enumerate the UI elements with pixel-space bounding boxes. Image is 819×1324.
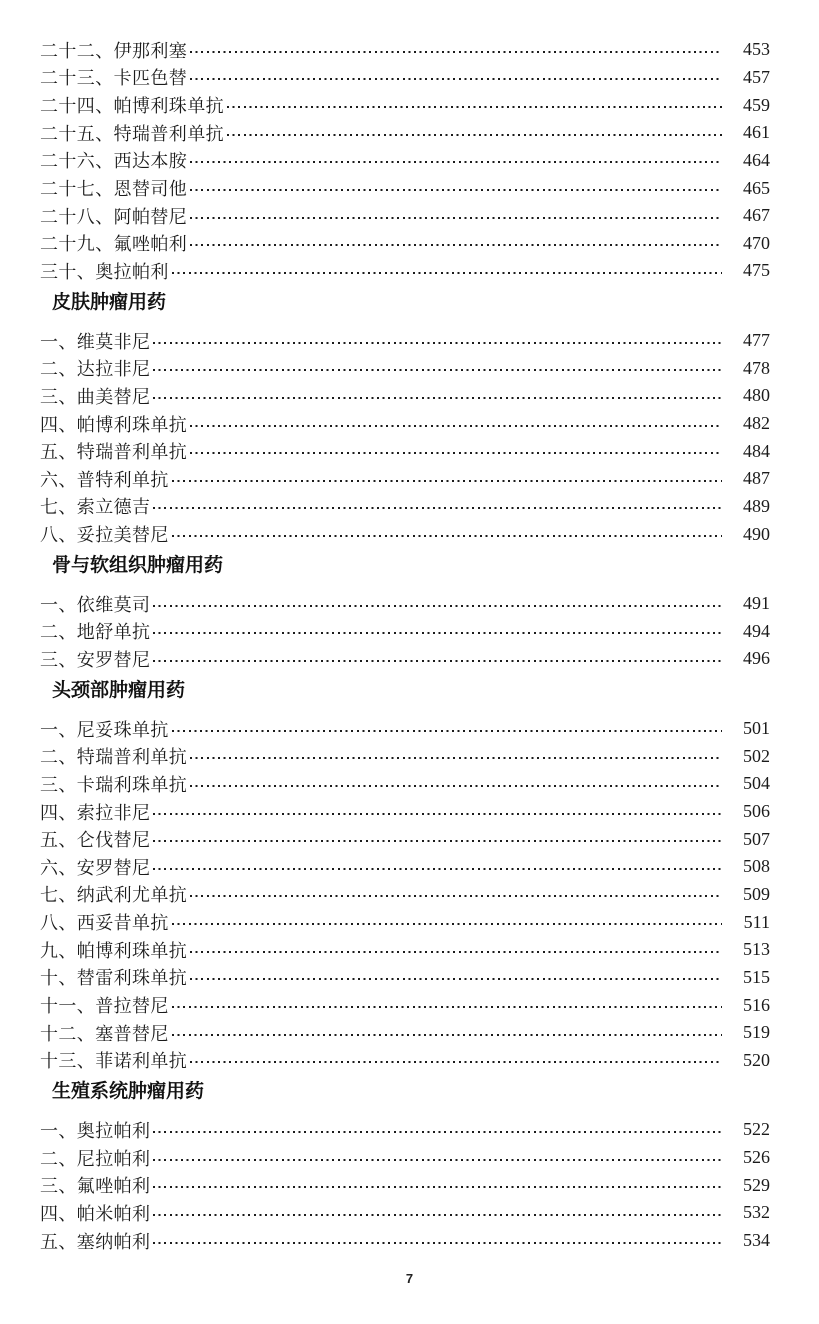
toc-entry-title: 四、索拉非尼	[40, 802, 151, 823]
toc-entry-page-number: 506	[743, 801, 770, 822]
dot-leader	[153, 1186, 722, 1188]
toc-entry-row	[40, 64, 770, 92]
toc-entry-title: 四、帕博利珠单抗	[40, 414, 188, 435]
dot-leader	[153, 660, 722, 662]
dot-leader	[227, 106, 722, 108]
toc-entry-title: 二、达拉非尼	[40, 359, 151, 380]
toc-entry-title: 二十九、氟唑帕利	[40, 234, 188, 255]
dot-leader	[190, 244, 722, 246]
dot-leader	[172, 1034, 722, 1036]
toc-entry-title: 十二、塞普替尼	[40, 1023, 169, 1044]
toc-entry-title: 二十二、伊那利塞	[40, 40, 188, 61]
toc-entry-page-number: 522	[743, 1119, 770, 1140]
toc-entry-title: 三、安罗替尼	[40, 649, 151, 670]
toc-entry-title: 六、普特利单抗	[40, 469, 169, 490]
toc-entry-page-number: 532	[743, 1202, 770, 1223]
toc-entry-row	[40, 174, 770, 202]
dot-leader	[153, 1214, 722, 1216]
dot-leader	[153, 369, 722, 371]
toc-entry-row	[40, 493, 770, 521]
toc-entry-page-number: 464	[743, 149, 770, 170]
toc-entry-title: 七、索立德吉	[40, 497, 151, 518]
toc-entry-title: 五、塞纳帕利	[40, 1231, 151, 1252]
dot-leader	[153, 1242, 722, 1244]
toc-entry-page-number: 477	[743, 330, 770, 351]
toc-entry-page-number: 529	[743, 1174, 770, 1195]
toc-entry-page-number: 489	[743, 495, 770, 516]
dot-leader	[153, 507, 722, 509]
toc-entry-row	[40, 437, 770, 465]
toc-entry-row	[40, 798, 770, 826]
toc-entry-page-number: 467	[743, 205, 770, 226]
dot-leader	[190, 425, 722, 427]
toc-entry-row	[40, 770, 770, 798]
dot-leader	[153, 840, 722, 842]
toc-entry-row	[40, 1144, 770, 1172]
toc-entry-row	[40, 991, 770, 1019]
dot-leader	[190, 895, 722, 897]
toc-entry-title: 一、维莫非尼	[40, 331, 151, 352]
dot-leader	[172, 1006, 722, 1008]
footer-page-number: 7	[405, 1271, 414, 1286]
dot-leader	[190, 785, 722, 787]
toc-entry-title: 九、帕博利珠单抗	[40, 940, 188, 961]
dot-leader	[190, 452, 722, 454]
toc-entry-title: 二、地舒单抗	[40, 622, 151, 643]
toc-entry-page-number: 513	[743, 939, 770, 960]
toc-entry-page-number: 534	[743, 1230, 770, 1251]
dot-leader	[190, 51, 722, 53]
toc-entry-row	[40, 742, 770, 770]
toc-entry-row	[40, 1019, 770, 1047]
toc-entry-row	[40, 91, 770, 119]
toc-entry-title: 三、氟唑帕利	[40, 1176, 151, 1197]
toc-entry-page-number: 494	[743, 620, 770, 641]
toc-entry-page-number: 516	[743, 994, 770, 1015]
toc-entry-page-number: 465	[743, 177, 770, 198]
toc-entry-page-number: 478	[743, 357, 770, 378]
dot-leader	[190, 161, 722, 163]
toc-entry-page-number: 526	[743, 1147, 770, 1168]
dot-leader	[227, 134, 722, 136]
dot-leader	[153, 1131, 722, 1133]
dot-leader	[190, 951, 722, 953]
toc-entry-page-number: 457	[743, 66, 770, 87]
toc-entry-page-number: 490	[743, 523, 770, 544]
toc-entry-title: 十一、普拉替尼	[40, 996, 169, 1017]
toc-entry-page-number: 459	[743, 94, 770, 115]
dot-leader	[172, 535, 722, 537]
dot-leader	[153, 342, 722, 344]
toc-entry-title: 一、依维莫司	[40, 594, 151, 615]
toc-entry-page-number: 487	[743, 468, 770, 489]
toc-entry-page-number: 482	[743, 413, 770, 433]
toc-entry-row	[40, 1116, 770, 1144]
toc-entry-page-number: 491	[743, 593, 770, 614]
section-heading: 头颈部肿瘤用药	[52, 679, 186, 701]
toc-entry-title: 八、妥拉美替尼	[40, 525, 169, 546]
toc-entry-page-number: 504	[743, 773, 770, 794]
toc-entry-title: 二、特瑞普利单抗	[40, 747, 188, 768]
dot-leader	[153, 397, 722, 399]
toc-entry-row	[40, 327, 770, 355]
toc-entry-title: 五、仑伐替尼	[40, 830, 151, 851]
toc-entry-page-number: 511	[743, 911, 770, 932]
toc-entry-row	[40, 410, 770, 438]
dot-leader	[172, 923, 722, 925]
dot-leader	[172, 480, 722, 482]
toc-entry-row	[40, 354, 770, 382]
toc-entry-page-number: 501	[743, 718, 770, 739]
toc-entry-title: 二十五、特瑞普利单抗	[40, 123, 224, 144]
dot-leader	[190, 78, 722, 80]
dot-leader	[190, 1061, 722, 1063]
section-heading: 生殖系统肿瘤用药	[52, 1081, 205, 1103]
toc-entry-title: 二十八、阿帕替尼	[40, 206, 188, 227]
toc-entry-title: 四、帕米帕利	[40, 1203, 151, 1224]
toc-entry-title: 二十四、帕博利珠单抗	[40, 96, 224, 117]
toc-entry-page-number: 520	[743, 1049, 770, 1070]
toc-entry-row	[40, 119, 770, 147]
toc-entry-row	[40, 229, 770, 257]
dot-leader	[172, 730, 722, 732]
section-heading: 骨与软组织肿瘤用药	[52, 554, 224, 576]
toc-entry-row	[40, 715, 770, 743]
toc-entry-title: 七、纳武利尤单抗	[40, 885, 188, 906]
toc-entry-page-number: 509	[743, 883, 770, 904]
toc-entry-page-number: 480	[743, 385, 770, 406]
toc-entry-title: 十三、菲诺利单抗	[40, 1051, 188, 1072]
toc-entry-title: 三、卡瑞利珠单抗	[40, 774, 188, 795]
dot-leader	[153, 813, 722, 815]
toc-entry-row	[40, 936, 770, 964]
toc-entry-title: 六、安罗替尼	[40, 857, 151, 878]
dot-leader	[190, 978, 722, 980]
dot-leader	[190, 757, 722, 759]
toc-entry-title: 二十七、恩替司他	[40, 179, 188, 200]
dot-leader	[153, 632, 722, 634]
toc-entry-row	[40, 147, 770, 175]
toc-entry-row	[40, 36, 770, 64]
toc-entry-title: 二十三、卡匹色替	[40, 68, 188, 89]
toc-entry-page-number: 519	[743, 1022, 770, 1043]
toc-entry-title: 五、特瑞普利单抗	[40, 442, 188, 463]
toc-entry-row	[40, 202, 770, 230]
toc-entry-page-number: 515	[743, 966, 770, 987]
toc-entry-row	[40, 1227, 770, 1255]
toc-entry-page-number: 470	[743, 232, 770, 253]
toc-entry-row	[40, 618, 770, 646]
toc-entry-title: 一、奥拉帕利	[40, 1120, 151, 1141]
toc-entry-title: 一、尼妥珠单抗	[40, 719, 169, 740]
toc-entry-row	[40, 1171, 770, 1199]
toc-entry-row	[40, 964, 770, 992]
toc-entry-page-number: 461	[743, 122, 770, 143]
dot-leader	[190, 189, 722, 191]
toc-entry-page-number: 484	[743, 440, 770, 461]
dot-leader	[172, 272, 722, 274]
dot-leader	[190, 217, 722, 219]
section-heading: 皮肤肿瘤用药	[52, 291, 167, 313]
toc-entry-row	[40, 590, 770, 618]
toc-entry-page-number: 453	[743, 39, 770, 60]
toc-entry-row	[40, 908, 770, 936]
toc-entry-page-number: 475	[743, 260, 770, 281]
toc-entry-page-number: 496	[743, 648, 770, 669]
toc-entry-title: 三十、奥拉帕利	[40, 261, 169, 282]
toc-entry-title: 三、曲美替尼	[40, 386, 151, 407]
toc-entry-row	[40, 257, 770, 285]
toc-entry-row	[40, 382, 770, 410]
dot-leader	[153, 868, 722, 870]
toc-entry-page-number: 508	[743, 856, 770, 877]
dot-leader	[153, 605, 722, 607]
toc-entry-row	[40, 825, 770, 853]
dot-leader	[153, 1159, 722, 1161]
toc-entry-row	[40, 881, 770, 909]
toc-entry-title: 十、替雷利珠单抗	[40, 968, 188, 989]
toc-entry-row	[40, 1199, 770, 1227]
toc-entry-title: 二十六、西达本胺	[40, 151, 188, 172]
toc-entry-row	[40, 465, 770, 493]
toc-entry-page-number: 507	[743, 828, 770, 849]
toc-entry-row	[40, 1047, 770, 1075]
toc-entry-title: 八、西妥昔单抗	[40, 913, 169, 934]
toc-entry-row	[40, 645, 770, 673]
toc-entry-row	[40, 853, 770, 881]
toc-entry-page-number: 502	[743, 745, 770, 766]
toc-entry-title: 二、尼拉帕利	[40, 1148, 151, 1169]
toc-entry-row	[40, 520, 770, 548]
